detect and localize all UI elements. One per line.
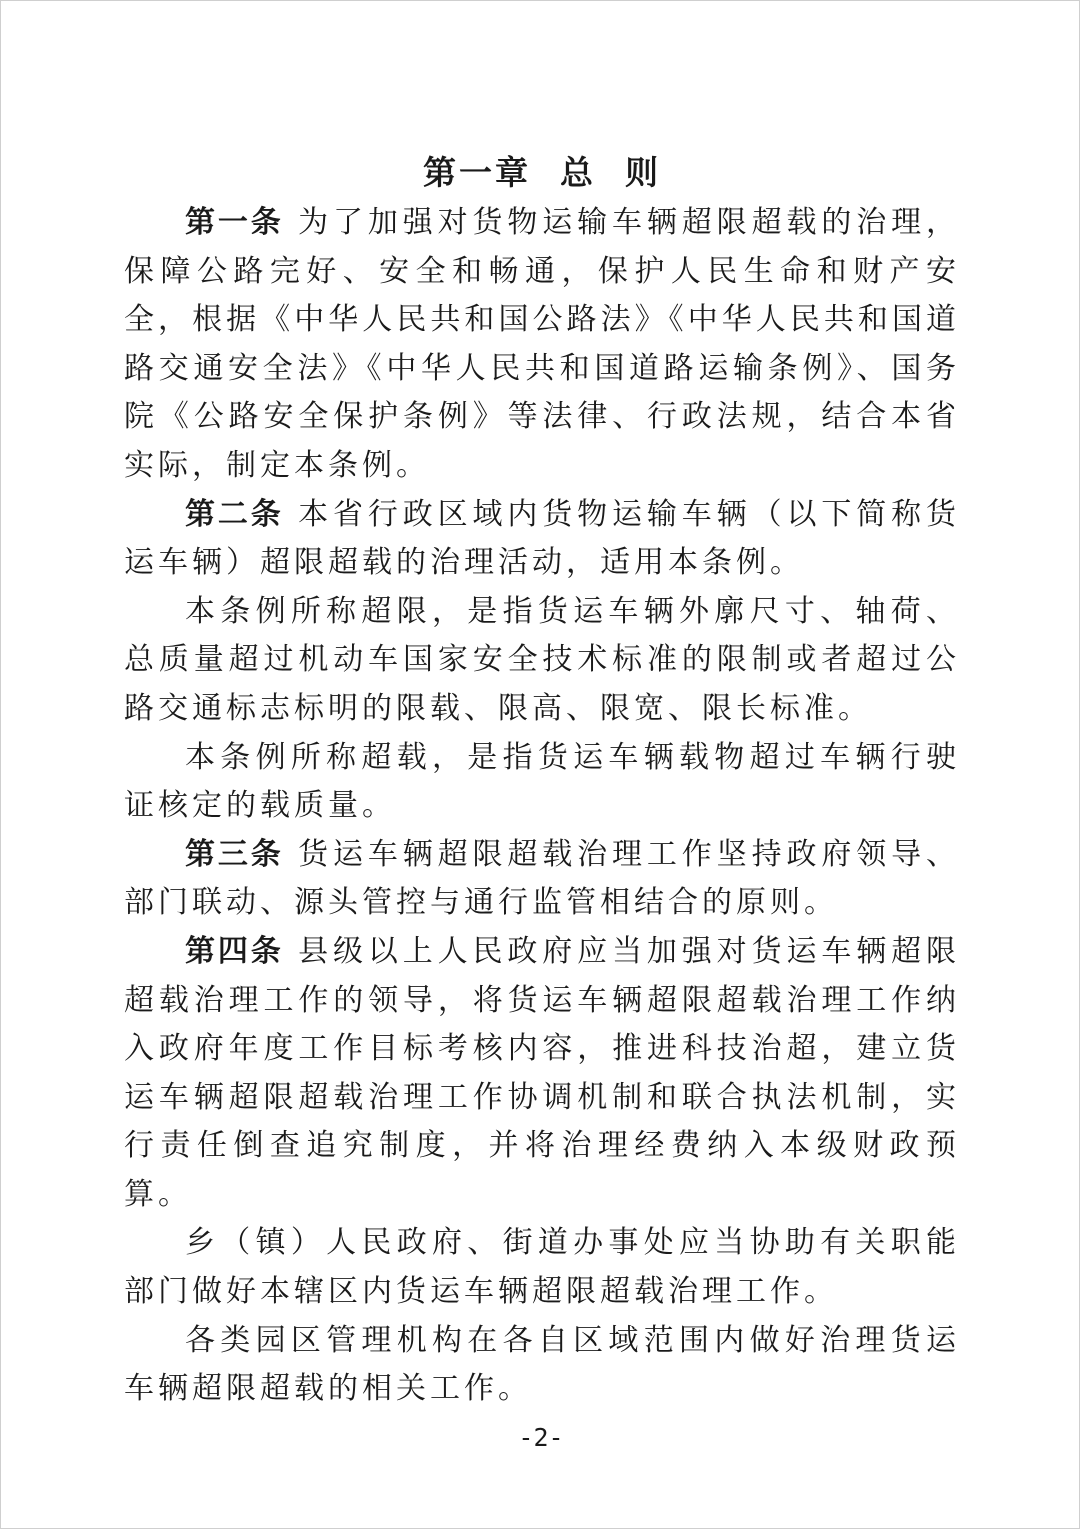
article-2-paragraph-2 bbox=[124, 588, 960, 734]
chapter-title: 第一章 总 则 bbox=[423, 153, 661, 192]
article-3 bbox=[124, 831, 960, 928]
article-4-paragraph-3 bbox=[124, 1317, 960, 1414]
article-1 bbox=[124, 199, 960, 491]
article-head: 第四条 bbox=[185, 933, 284, 969]
article-text: 本条例所称超载，是指货运车辆载物超过车辆行驶证核定的载质量。 bbox=[124, 739, 960, 824]
article-text: 各类园区管理机构在各自区域范围内做好治理货运车辆超限超载的相关工作。 bbox=[124, 1322, 960, 1407]
article-text: 县级以上人民政府应当加强对货运车辆超限超载治理工作的领导，将货运车辆超限超载治理工作纳入政府年度工作目标考核内容，推进科技治超，建立货运车辆超限超载治理工作协调机制和联合执法机制，实行责任倒查追究制度，并将治理经费纳入本级财政预算。 bbox=[124, 933, 960, 1212]
article-text: 为了加强对货物运输车辆超限超载的治理，保障公路完好、安全和畅通，保护人民生命和财产安全，根据《中华人民共和国公路法》《中华人民共和国道路交通安全法》《中华人民共和国道路运输条例》、国务院《公路安全保护条例》等法律、行政法规，结合本省实际，制定本条例。 bbox=[124, 205, 960, 483]
document-body bbox=[124, 151, 960, 1414]
article-2 bbox=[124, 491, 960, 588]
article-text: 本条例所称超限，是指货运车辆外廓尺寸、轴荷、总质量超过机动车国家安全技术标准的限制或者超过公路交通标志标明的限载、限高、限宽、限长标准。 bbox=[124, 593, 960, 726]
article-head: 第二条 bbox=[185, 496, 284, 532]
article-text: 货运车辆超限超载治理工作坚持政府领导、部门联动、源头管控与通行监管相结合的原则。 bbox=[124, 836, 960, 921]
article-text: 乡（镇）人民政府、街道办事处应当协助有关职能部门做好本辖区内货运车辆超限超载治理工作。 bbox=[124, 1225, 960, 1310]
article-head: 第三条 bbox=[185, 836, 284, 872]
article-4 bbox=[124, 928, 960, 1220]
article-head: 第一条 bbox=[185, 205, 284, 240]
article-text: 本省行政区域内货物运输车辆（以下简称货运车辆）超限超载的治理活动，适用本条例。 bbox=[124, 496, 960, 581]
article-4-paragraph-2 bbox=[124, 1219, 960, 1316]
article-2-paragraph-3 bbox=[124, 734, 960, 831]
page-number: -2- bbox=[518, 1423, 564, 1452]
